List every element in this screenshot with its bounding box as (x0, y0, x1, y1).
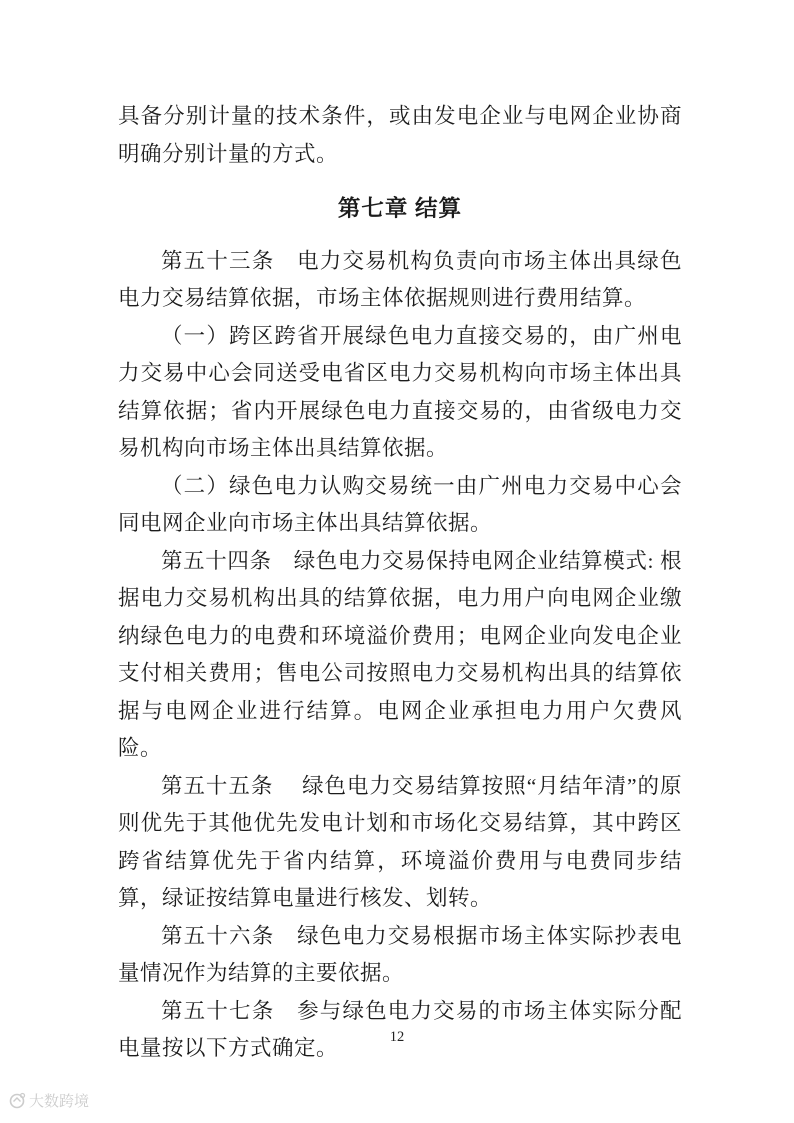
page-content (118, 98, 682, 1068)
watermark-logo-icon (8, 1092, 26, 1110)
watermark (8, 1090, 89, 1111)
paragraph-continuation: 具备分别计量的技术条件，或由发电企业与电网企业协商明确分别计量的方式。 (118, 104, 682, 166)
paragraph-article-56: 第五十六条 绿色电力交易根据市场主体实际抄表电量情况作为结算的主要依据。 (118, 923, 682, 985)
paragraph-item-1: （一）跨区跨省开展绿色电力直接交易的，由广州电力交易中心会同送受电省区电力交易机构向市场主体出具结算依据；省内开展绿色电力直接交易的，由省级电力交易机构向市场主体出具结算依据。 (118, 323, 682, 460)
paragraph-article-57: 第五十七条 参与绿色电力交易的市场主体实际分配电量按以下方式确定。 (118, 998, 682, 1060)
paragraph-article-55: 第五十五条 绿色电力交易结算按照“月结年清”的原则优先于其他优先发电计划和市场化交易结算，其中跨区跨省结算优先于省内结算，环境溢价费用与电费同步结算，绿证按结算电量进行核发、划转。 (118, 773, 682, 910)
paragraph-article-54: 第五十四条 绿色电力交易保持电网企业结算模式: 根据电力交易机构出具的结算依据，电力用户向电网企业缴纳绿色电力的电费和环境溢价费用；电网企业向发电企业支付相关费用；售电公司按照电力交易机构出具的结算依据与电网企业进行结算。电网企业承担电力用户欠费风险。 (118, 548, 682, 760)
page-number: 12 (389, 1029, 405, 1045)
paragraph-item-2: （二）绿色电力认购交易统一由广州电力交易中心会同电网企业向市场主体出具结算依据。 (118, 473, 682, 535)
chapter-heading: 第七章 结算 (337, 196, 463, 221)
watermark-text: 大数跨境 (29, 1093, 90, 1110)
paragraph-article-53: 第五十三条 电力交易机构负责向市场主体出具绿色电力交易结算依据，市场主体依据规则进行费用结算。 (118, 248, 682, 310)
